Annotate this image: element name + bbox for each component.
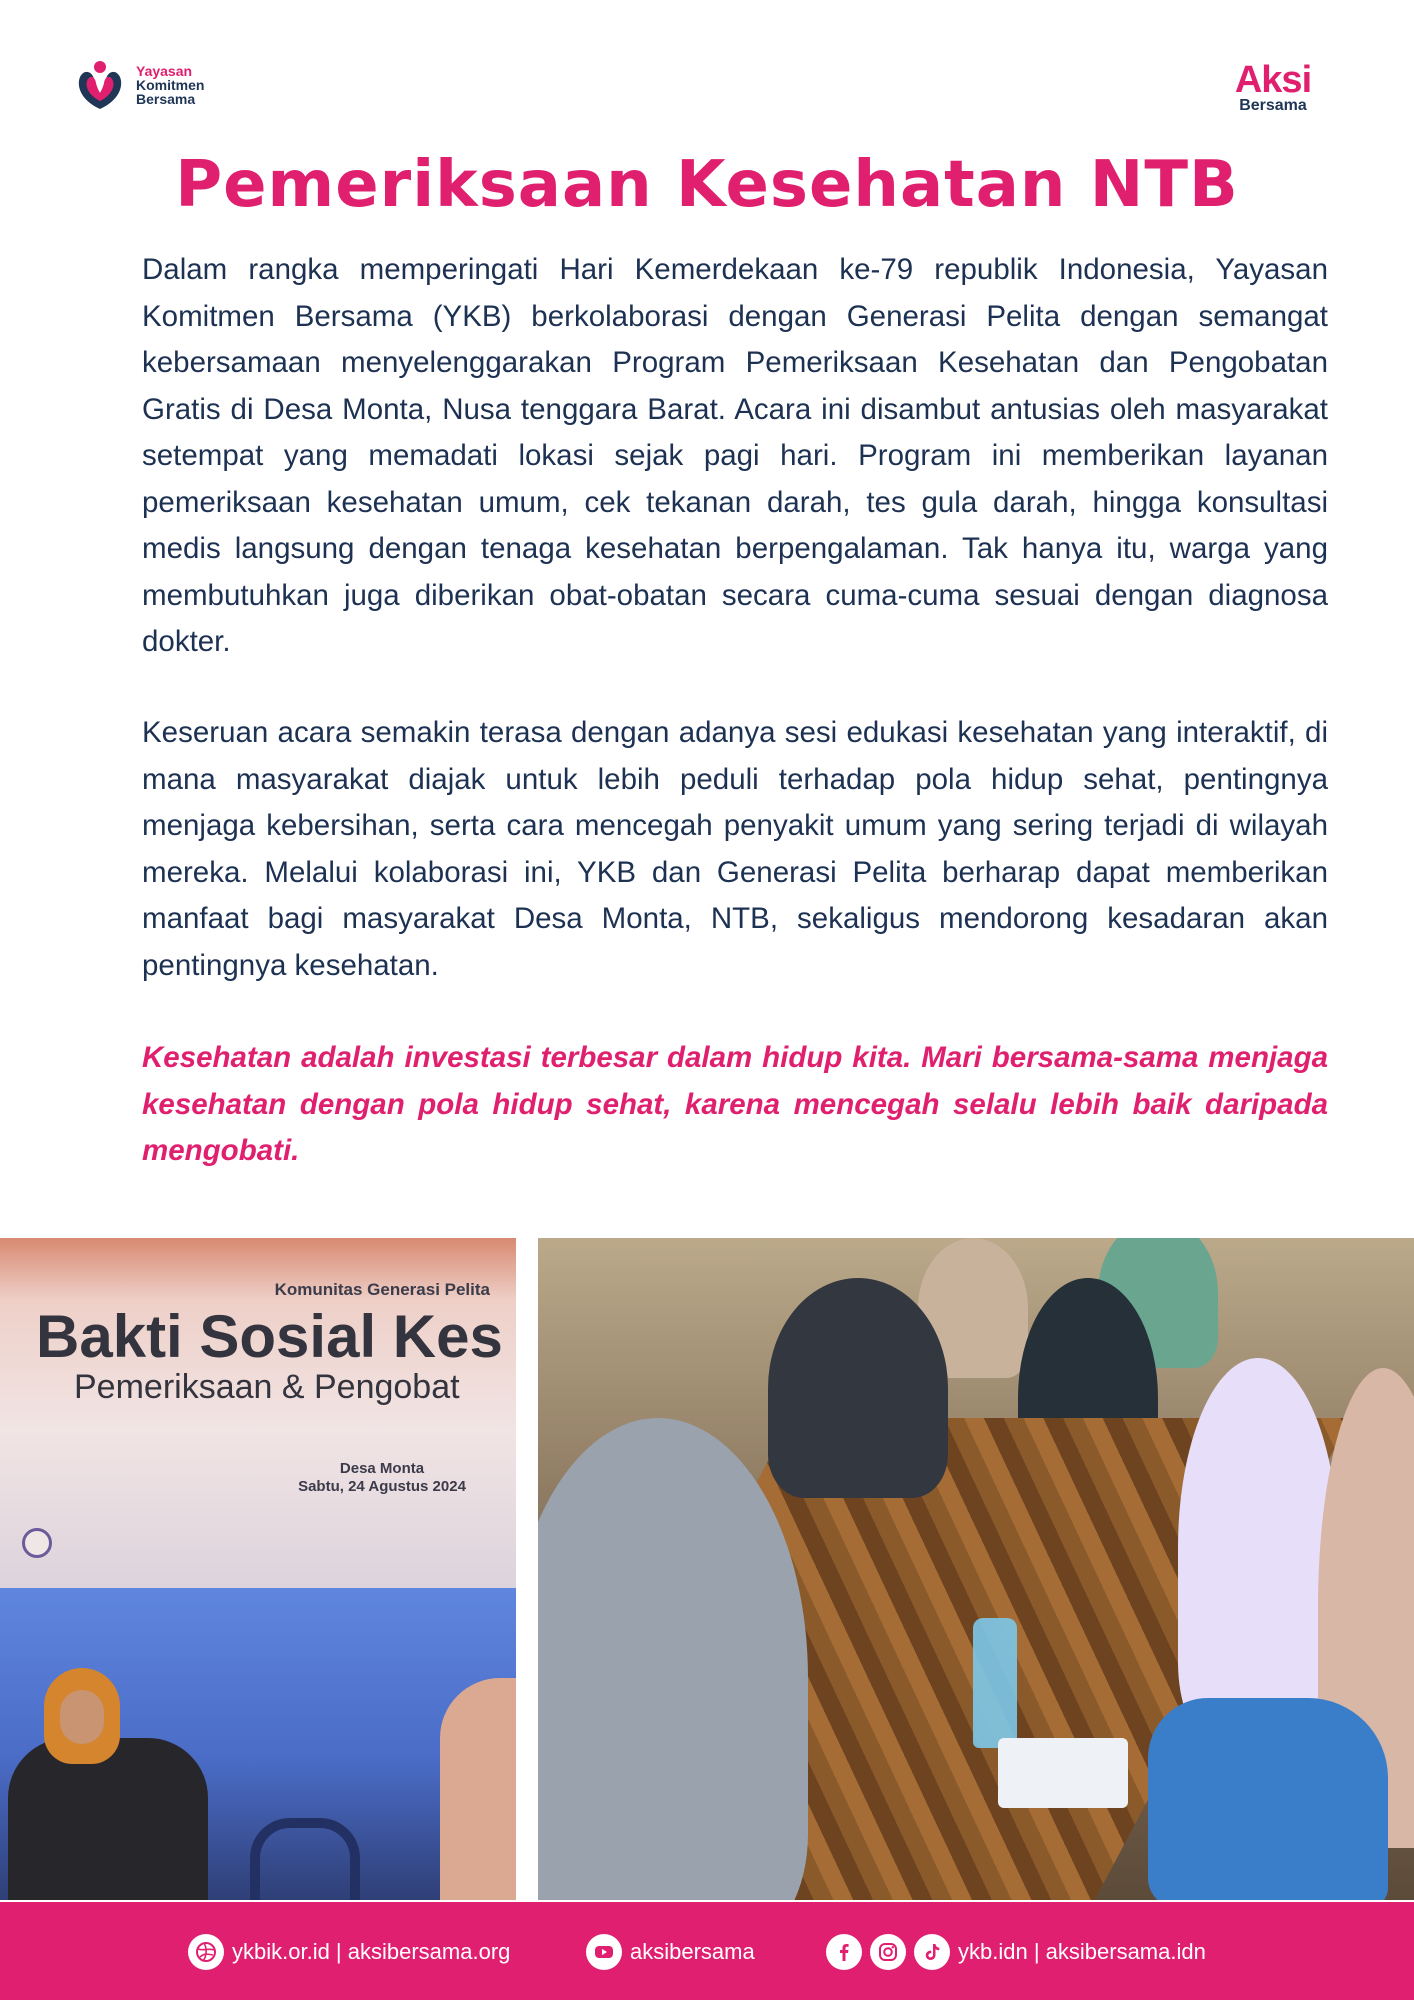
footer-youtube-text: aksibersama <box>630 1939 755 1964</box>
youtube-icon <box>586 1934 622 1970</box>
tiktok-icon <box>914 1934 950 1970</box>
footer-bar <box>0 1902 1414 2000</box>
paragraph-2: Keseruan acara semakin terasa dengan adanya sesi edukasi kesehatan yang interaktif, di mana masyarakat diajak untuk lebih peduli terhadap pola hidup sehat, pentingnya menjaga kebersihan, serta cara mencegah penyakit umum yang sering terjadi di wilayah mereka. Melalui kolaborasi ini, YKB dan Generasi Pelita berharap dapat memberikan manfaat bagi masyarakat Desa Monta, NTB, sekaligus mendorong kesadaran akan pentingnya kesehatan. <box>142 716 1328 982</box>
logo-text-line3: Bersama <box>136 91 196 107</box>
banner-location <box>282 1460 482 1496</box>
banner-date: Sabtu, 24 Agustus 2024 <box>298 1478 466 1495</box>
nurse <box>1178 1358 1338 1738</box>
highlight-quote: Kesehatan adalah investasi terbesar dalam hidup kita. Mari bersama-sama menjaga kesehatan dengan pola hidup sehat, karena mencegah selalu lebih baik daripada mengobati. <box>142 1041 1328 1167</box>
speaker-face <box>60 1690 104 1744</box>
ykb-logo <box>72 56 232 114</box>
footer-youtube[interactable] <box>586 1932 755 1972</box>
footer-websites-text: ykbik.or.id | aksibersama.org <box>232 1939 511 1964</box>
logo-text-line1: Yayasan <box>136 63 193 79</box>
ykb-emblem-icon <box>72 57 128 113</box>
banner-community: Komunitas Generasi Pelita <box>274 1280 490 1299</box>
chair <box>250 1818 360 1900</box>
plastic-bag <box>1148 1698 1388 1900</box>
seal-icon <box>22 1528 52 1558</box>
event-photo-speaker <box>0 1238 516 1900</box>
speaker-body <box>8 1738 208 1900</box>
banner-title: Bakti Sosial Kes <box>36 1303 503 1370</box>
sanitizer-bottle <box>973 1618 1017 1748</box>
aksi-bersama-logo <box>1228 60 1318 116</box>
logo-text-line2: Komitmen <box>136 77 205 93</box>
banner-place: Desa Monta <box>339 1460 425 1477</box>
banner-subtitle: Pemeriksaan & Pengobat <box>74 1368 460 1406</box>
event-banner <box>0 1238 516 1588</box>
aksi-logo-line1: Aksi <box>1234 59 1312 101</box>
event-photo-health-check <box>538 1238 1414 1900</box>
footer-socials[interactable] <box>826 1932 1206 1972</box>
instagram-icon <box>870 1934 906 1970</box>
paragraph-1: Dalam rangka memperingati Hari Kemerdekaan ke-79 republik Indonesia, Yayasan Komitmen Bersama (YKB) berkolaborasi dengan Generasi Pelita dengan semangat kebersamaan menyelenggarakan Program Pemeriksaan Kesehatan dan Pengobatan Gratis di Desa Monta, Nusa tenggara Barat. Acara ini disambut antusias oleh masyarakat setempat yang memadati lokasi sejak pagi hari. Program ini memberikan layanan pemeriksaan kesehatan umum, cek tekanan darah, tes gula darah, hingga konsultasi medis langsung dengan tenaga kesehatan berpengalaman. Tak hanya itu, warga yang membutuhkan juga diberikan obat-obatan secara cuma-cuma sesuai dengan diagnosa dokter. <box>142 253 1328 658</box>
globe-icon <box>188 1934 224 1970</box>
health-worker <box>768 1278 948 1498</box>
facebook-icon <box>826 1934 862 1970</box>
footer-socials-text: ykb.idn | aksibersama.idn <box>958 1939 1206 1964</box>
medicine-box <box>998 1738 1128 1808</box>
aksi-logo-line2: Bersama <box>1239 97 1307 114</box>
footer-websites[interactable] <box>188 1932 510 1972</box>
audience-person <box>440 1678 516 1900</box>
page-title: Pemeriksaan Kesehatan NTB <box>175 148 1239 222</box>
